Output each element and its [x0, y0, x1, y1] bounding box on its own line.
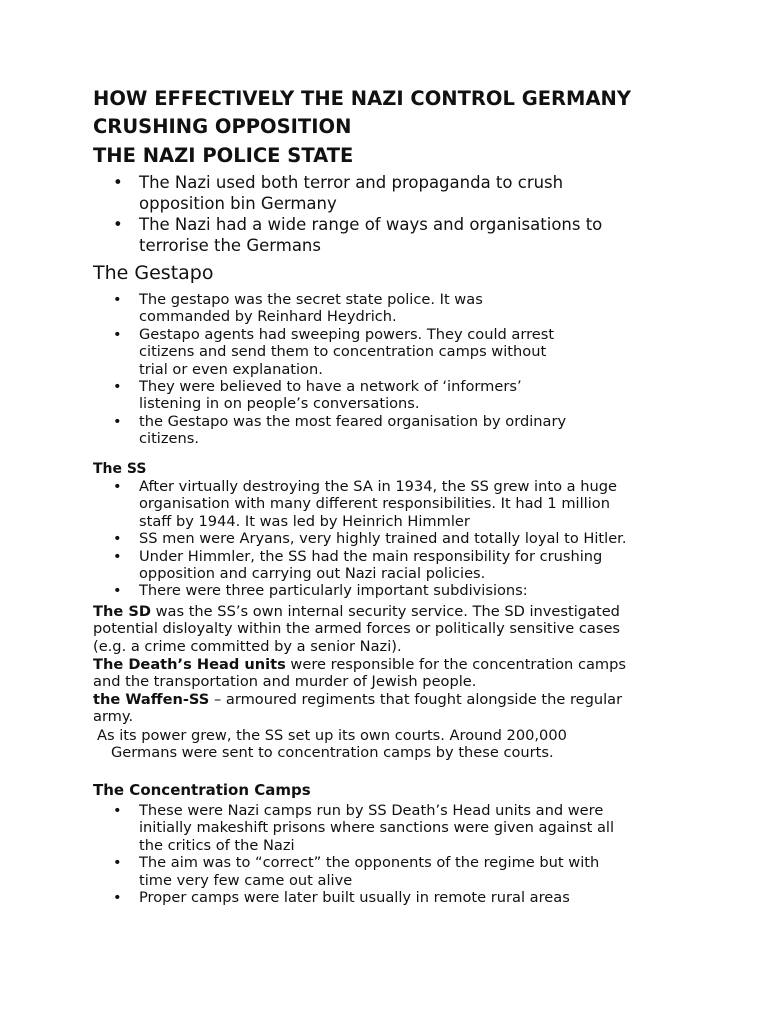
- list-item: [93, 530, 693, 547]
- list-item: [93, 378, 693, 413]
- bullet-icon: •: [113, 802, 122, 819]
- bullet-icon: •: [113, 215, 123, 234]
- list-item: [93, 889, 693, 906]
- camps-bullet-list: [93, 802, 693, 906]
- list-item: [93, 214, 693, 256]
- list-item-text: They were believed to have a network of ‘informers’: [139, 378, 522, 396]
- list-item-text: listening in on people’s conversations.: [139, 395, 420, 413]
- paragraph-text: and the transportation and murder of Jewish people.: [93, 673, 477, 691]
- term-label: The SD: [93, 603, 151, 620]
- paragraph-text: were responsible for the concentration camps: [285, 656, 626, 673]
- bullet-icon: •: [113, 889, 122, 907]
- list-item: [93, 854, 693, 889]
- list-item-text: Under Himmler, the SS had the main responsibility for crushing: [139, 547, 603, 565]
- list-item-text: opposition bin Germany: [139, 194, 337, 213]
- bullet-icon: •: [113, 478, 122, 495]
- list-item-text: The Nazi had a wide range of ways and organisations to: [139, 215, 603, 234]
- list-item-text: the critics of the Nazi: [139, 836, 295, 854]
- list-item: [93, 802, 693, 854]
- section-heading-gestapo: The Gestapo: [93, 262, 214, 284]
- term-label: The Death’s Head units: [93, 656, 286, 673]
- list-item: [93, 478, 693, 530]
- list-item: [93, 291, 693, 326]
- bullet-icon: •: [113, 378, 122, 396]
- list-item-text: The aim was to “correct” the opponents of the regime but with: [139, 854, 600, 872]
- list-item-text: After virtually destroying the SA in 1934, the SS grew into a huge: [139, 478, 617, 495]
- section-heading-ss: The SS: [93, 461, 147, 477]
- list-item-text: SS men were Aryans, very highly trained and totally loyal to Hitler.: [139, 530, 627, 548]
- paragraph-text: potential disloyalty within the armed forces or politically sensitive cases: [93, 620, 621, 638]
- term-label: the Waffen-SS: [93, 691, 210, 708]
- list-item-text: The gestapo was the secret state police. It was: [139, 291, 483, 308]
- document-title-line-2: CRUSHING OPPOSITION: [93, 115, 352, 138]
- bullet-icon: •: [113, 530, 122, 548]
- list-item-text: There were three particularly important subdivisions:: [139, 582, 528, 600]
- section-heading-concentration-camps: The Concentration Camps: [93, 781, 311, 799]
- paragraph-text: Germans were sent to concentration camps by these courts.: [111, 744, 554, 762]
- ss-bullet-list: [93, 478, 693, 600]
- list-item-text: citizens and send them to concentration camps without: [139, 343, 547, 361]
- list-item-text: time very few came out alive: [139, 871, 353, 889]
- ss-subdivision-sd: [93, 603, 693, 655]
- ss-courts-paragraph: [93, 727, 693, 762]
- document-title-line-1: HOW EFFECTIVELY THE NAZI CONTROL GERMANY: [93, 87, 631, 110]
- list-item: [93, 413, 693, 448]
- list-item-text: initially makeshift prisons where sanctions were given against all: [139, 819, 615, 837]
- list-item-text: These were Nazi camps run by SS Death’s Head units and were: [139, 802, 604, 819]
- list-item-text: opposition and carrying out Nazi racial policies.: [139, 565, 486, 583]
- list-item-text: The Nazi used both terror and propaganda to crush: [139, 173, 564, 192]
- paragraph-text: was the SS’s own internal security service. The SD investigated: [150, 603, 620, 620]
- intro-bullet-list: [93, 172, 693, 256]
- list-item-text: citizens.: [139, 430, 199, 448]
- list-item-text: Gestapo agents had sweeping powers. They could arrest: [139, 325, 555, 343]
- document-title-line-3: THE NAZI POLICE STATE: [93, 144, 354, 167]
- ss-subdivision-deaths-head: [93, 656, 693, 691]
- bullet-icon: •: [113, 582, 122, 600]
- list-item: [93, 172, 693, 214]
- paragraph-text: As its power grew, the SS set up its own courts. Around 200,000: [97, 727, 567, 744]
- gestapo-bullet-list: [93, 291, 693, 448]
- paragraph-text: army.: [93, 708, 134, 726]
- list-item: [93, 582, 693, 599]
- list-item: [93, 326, 693, 378]
- list-item-text: commanded by Reinhard Heydrich.: [139, 308, 397, 326]
- list-item: [93, 548, 693, 583]
- bullet-icon: •: [113, 291, 122, 308]
- bullet-icon: •: [113, 854, 122, 872]
- bullet-icon: •: [113, 173, 123, 192]
- bullet-icon: •: [113, 412, 122, 430]
- paragraph-text: – armoured regiments that fought alongside the regular: [209, 691, 623, 708]
- list-item-text: staff by 1944. It was led by Heinrich Himmler: [139, 512, 470, 530]
- list-item-text: the Gestapo was the most feared organisation by ordinary: [139, 412, 567, 430]
- paragraph-text: (e.g. a crime committed by a senior Nazi).: [93, 637, 402, 655]
- bullet-icon: •: [113, 325, 122, 343]
- list-item-text: trial or even explanation.: [139, 360, 323, 378]
- ss-subdivision-waffen-ss: [93, 691, 693, 726]
- list-item-text: organisation with many different responsibilities. It had 1 million: [139, 495, 610, 513]
- list-item-text: Proper camps were later built usually in remote rural areas: [139, 889, 570, 907]
- list-item-text: terrorise the Germans: [139, 236, 321, 255]
- bullet-icon: •: [113, 547, 122, 565]
